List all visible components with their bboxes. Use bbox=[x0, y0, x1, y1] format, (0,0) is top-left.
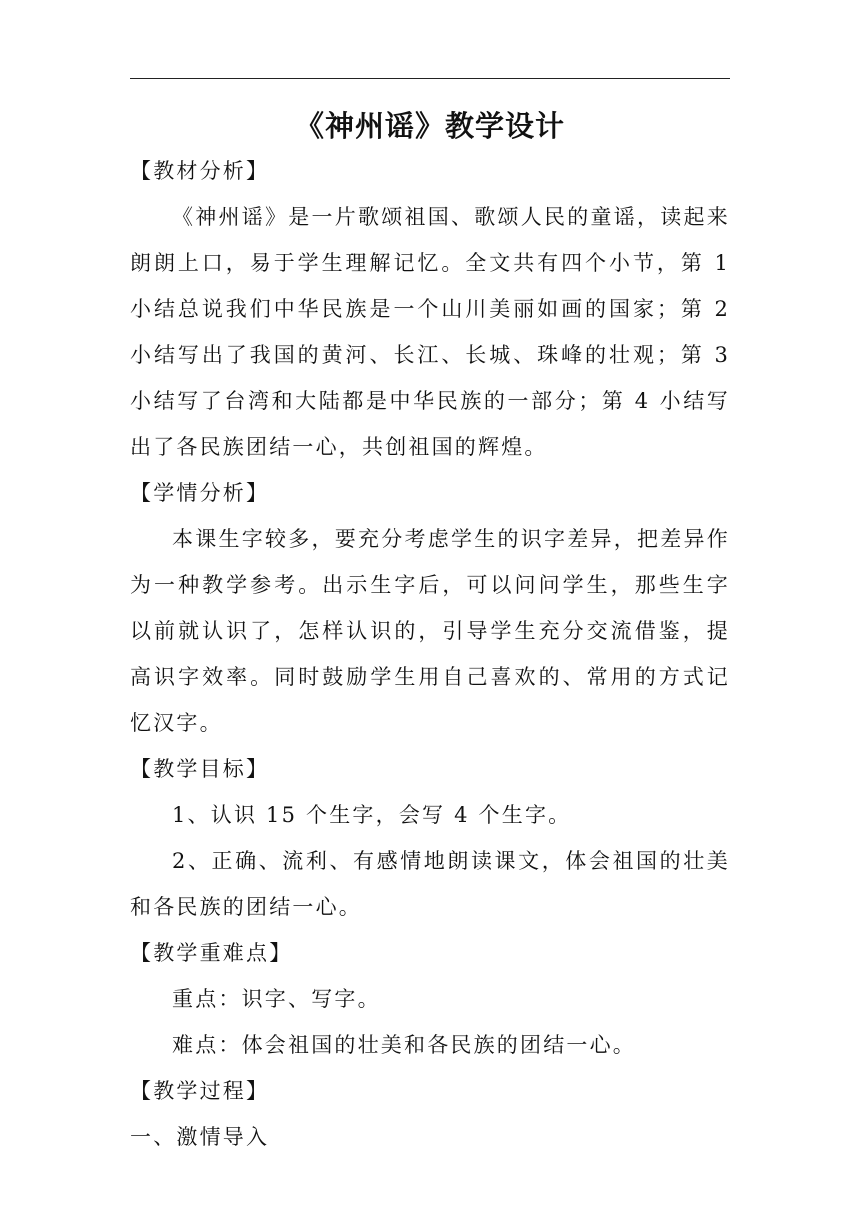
key-point: 重点：识字、写字。 bbox=[172, 987, 381, 1011]
section-heading-key-difficulties: 【教学重难点】 bbox=[130, 941, 293, 965]
section-heading-material-analysis: 【教材分析】 bbox=[130, 159, 270, 183]
difficulty-point: 难点：体会祖国的壮美和各民族的团结一心。 bbox=[172, 1033, 636, 1057]
document-title: 《神州谣》教学设计 bbox=[294, 109, 565, 143]
section-heading-learner-analysis: 【学情分析】 bbox=[130, 481, 270, 505]
document-body bbox=[130, 148, 730, 1160]
teaching-goal-1: 1、认识 15 个生字，会写 4 个生字。 bbox=[172, 803, 572, 827]
section-heading-teaching-process: 【教学过程】 bbox=[130, 1079, 270, 1103]
header-rule bbox=[130, 78, 730, 79]
learner-analysis-paragraph: 本课生字较多，要充分考虑学生的识字差异，把差异作为一种教学参考。出示生字后，可以问问学生，那些生字以前就认识了，怎样认识的，引导学生充分交流借鉴，提高识字效率。同时鼓励学生用自己喜欢的、常用的方式记忆汉字。 bbox=[130, 527, 730, 735]
process-step-1: 一、激情导入 bbox=[130, 1125, 270, 1149]
section-heading-teaching-goals: 【教学目标】 bbox=[130, 757, 270, 781]
material-analysis-paragraph: 《神州谣》是一片歌颂祖国、歌颂人民的童谣，读起来朗朗上口，易于学生理解记忆。全文共有四个小节，第 1 小结总说我们中华民族是一个山川美丽如画的国家；第 2 小结写出了我国的黄河、长江、长城、珠峰的壮观；第 3 小结写了台湾和大陆都是中华民族的一部分；第 4 小结写出了各民族团结一心，共创祖国的辉煌。 bbox=[130, 205, 730, 459]
teaching-goal-2: 2、正确、流利、有感情地朗读课文，体会祖国的壮美和各民族的团结一心。 bbox=[130, 849, 730, 919]
